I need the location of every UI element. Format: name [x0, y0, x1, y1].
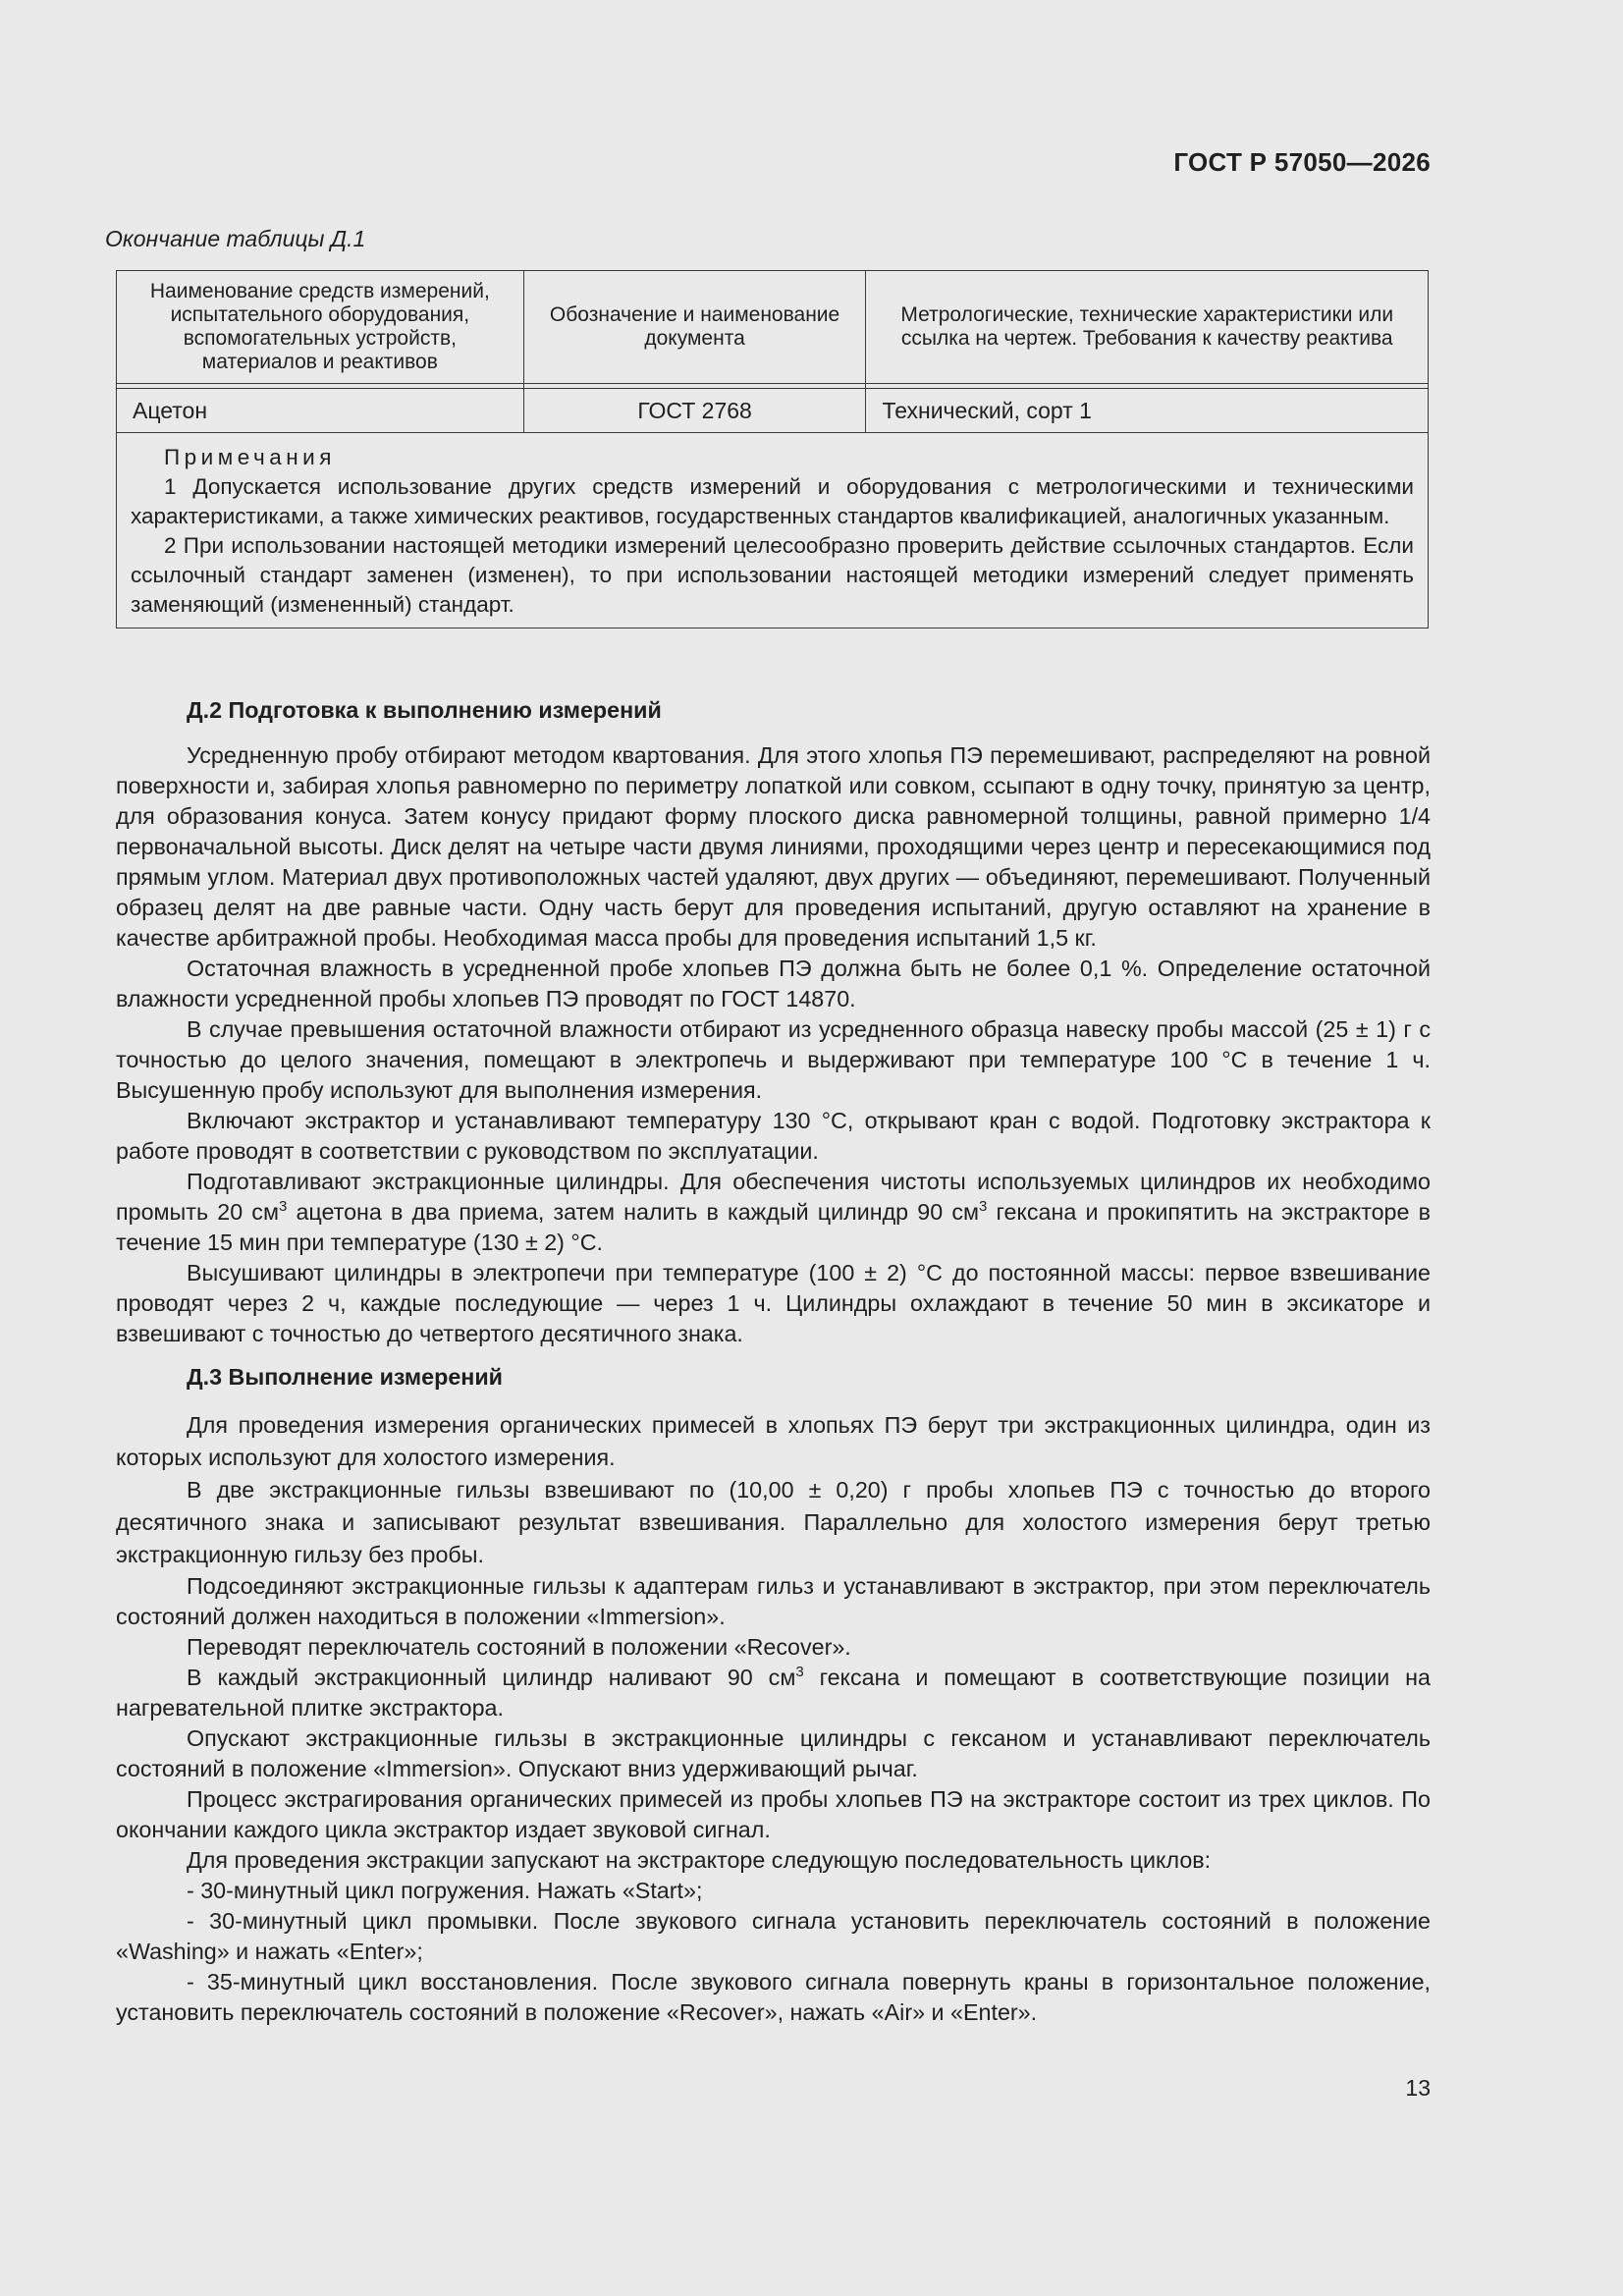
table-header-cell: Обозначение и наименование документа [523, 271, 866, 384]
table-cell-doc: ГОСТ 2768 [523, 389, 866, 433]
page-number: 13 [1405, 2075, 1431, 2101]
table-caption: Окончание таблицы Д.1 [105, 226, 366, 251]
standard-header: ГОСТ Р 57050—2026 [1173, 147, 1431, 177]
paragraph: В каждый экстракционный цилиндр наливают 90 $см^3$ гексана и помещают в соответствующие позиции на нагревательной плитке экстрактора. [116, 1664, 1431, 1721]
paragraph: Процесс экстрагирования органических примесей из пробы хлопьев ПЭ на экстракторе состоит из трех циклов. По окончании каждого цикла экстрактор издает звуковой сигнал. [116, 1786, 1431, 1842]
table-row [117, 389, 1429, 433]
table-header-cell: Наименование средств измерений, испытательного оборудования, вспомогательных устройств, материалов и реактивов [117, 271, 524, 384]
table-header-cell: Метрологические, технические характеристики или ссылка на чертеж. Требования к качеству реактива [866, 271, 1429, 384]
paragraph: Остаточная влажность в усредненной пробе хлопьев ПЭ должна быть не более 0,1 %. Определение остаточной влажности усредненной пробы хлопьев ПЭ проводят по ГОСТ 14870. [116, 956, 1431, 1011]
paragraph: Подготавливают экстракционные цилиндры. Для обеспечения чистоты используемых цилиндров их необходимо промыть 20 $см^3$ ацетона в два приема, затем налить в каждый цилиндр 90 $см^3$ гексана и прокипятить на экстракторе в течение 15 мин при температуре (130 ± 2) °С. [116, 1169, 1431, 1255]
list-item: - 35-минутный цикл восстановления. После звукового сигнала повернуть краны в горизонтальное положение, установить переключатель состояний в положение «Recover», нажать «Air» и «Enter». [116, 1969, 1431, 2025]
paragraph: В две экстракционные гильзы взвешивают по (10,00 ± 0,20) г пробы хлопьев ПЭ с точностью до второго десятичного знака и записывают результат взвешивания. Параллельно для холостого измерения берут третью экстракционную гильзу без пробы. [116, 1477, 1431, 1567]
list-item: - 30-минутный цикл промывки. После звукового сигнала установить переключатель состояний в положение «Washing» и нажать «Enter»; [116, 1908, 1431, 1964]
document-body [116, 695, 1431, 2028]
note-item: 2 При использовании настоящей методики измерений целесообразно проверить действие ссылочных стандартов. Если ссылочный стандарт заменен (изменен), то при использовании настоящей методики измерений следует применять заменяющий (измененный) стандарт. [131, 533, 1414, 617]
table-cell-spec: Технический, сорт 1 [866, 389, 1429, 433]
paragraph: Переводят переключатель состояний в положении «Recover». [187, 1634, 851, 1660]
section-title-d2: Д.2 Подготовка к выполнению измерений [187, 697, 662, 723]
paragraph: Усредненную пробу отбирают методом квартования. Для этого хлопья ПЭ перемешивают, распределяют на ровной поверхности и, забирая хлопья равномерно по периметру лопаткой или совком, ссыпают в одну точку, принятую за центр, для образования конуса. Затем конусу придают форму плоского диска равномерной толщины, равной примерно 1/4 первоначальной высоты. Диск делят на четыре части двумя линиями, проходящими через центр и пересекающимися под прямым углом. Материал двух противоположных частей удаляют, двух других — объединяют, перемешивают. Полученный образец делят на две равные части. Одну часть берут для проведения испытаний, другую оставляют на хранение в качестве арбитражной пробы. Необходимая масса пробы для проведения испытаний 1,5 кг. [116, 742, 1431, 951]
note-item: 1 Допускается использование других средств измерений и оборудования с метрологическими и техническими характеристиками, а также химических реактивов, государственных стандартов квалификацией, аналогичных указанным. [131, 474, 1414, 528]
paragraph: Подсоединяют экстракционные гильзы к адаптерам гильз и устанавливают в экстрактор, при этом переключатель состояний должен находиться в положении «Immersion». [116, 1573, 1431, 1629]
section-title-d3: Д.3 Выполнение измерений [187, 1364, 504, 1390]
equipment-table [116, 270, 1429, 629]
paragraph: Для проведения экстракции запускают на экстракторе следующую последовательность циклов: [187, 1847, 1212, 1873]
paragraph: В случае превышения остаточной влажности отбирают из усредненного образца навеску пробы массой (25 ± 1) г с точностью до целого значения, помещают в электропечь и выдерживают при температуре 100 °С в течение 1 ч. Высушенную пробу используют для выполнения измерения. [116, 1016, 1431, 1103]
paragraph: Опускают экстракционные гильзы в экстракционные цилиндры с гексаном и устанавливают переключатель состояний в положение «Immersion». Опускают вниз удерживающий рычаг. [116, 1725, 1431, 1781]
table-header-row [117, 271, 1429, 384]
paragraph: Включают экстрактор и устанавливают температуру 130 °С, открывают кран с водой. Подготовку экстрактора к работе проводят в соответствии с руководством по эксплуатации. [116, 1108, 1431, 1164]
notes-title: Примечания [164, 445, 336, 469]
list-item: - 30-минутный цикл погружения. Нажать «Start»; [187, 1878, 703, 1903]
paragraph: Высушивают цилиндры в электропечи при температуре (100 ± 2) °С до постоянной массы: первое взвешивание проводят через 2 ч, каждые последующие — через 1 ч. Цилиндры охлаждают в течение 50 мин в эксикаторе и взвешивают с точностью до четвертого десятичного знака. [116, 1260, 1431, 1346]
table-notes-row [117, 433, 1429, 629]
table-cell-name: Ацетон [117, 389, 524, 433]
paragraph: Для проведения измерения органических примесей в хлопьях ПЭ берут три экстракционных цилиндра, один из которых используют для холостого измерения. [116, 1412, 1431, 1470]
